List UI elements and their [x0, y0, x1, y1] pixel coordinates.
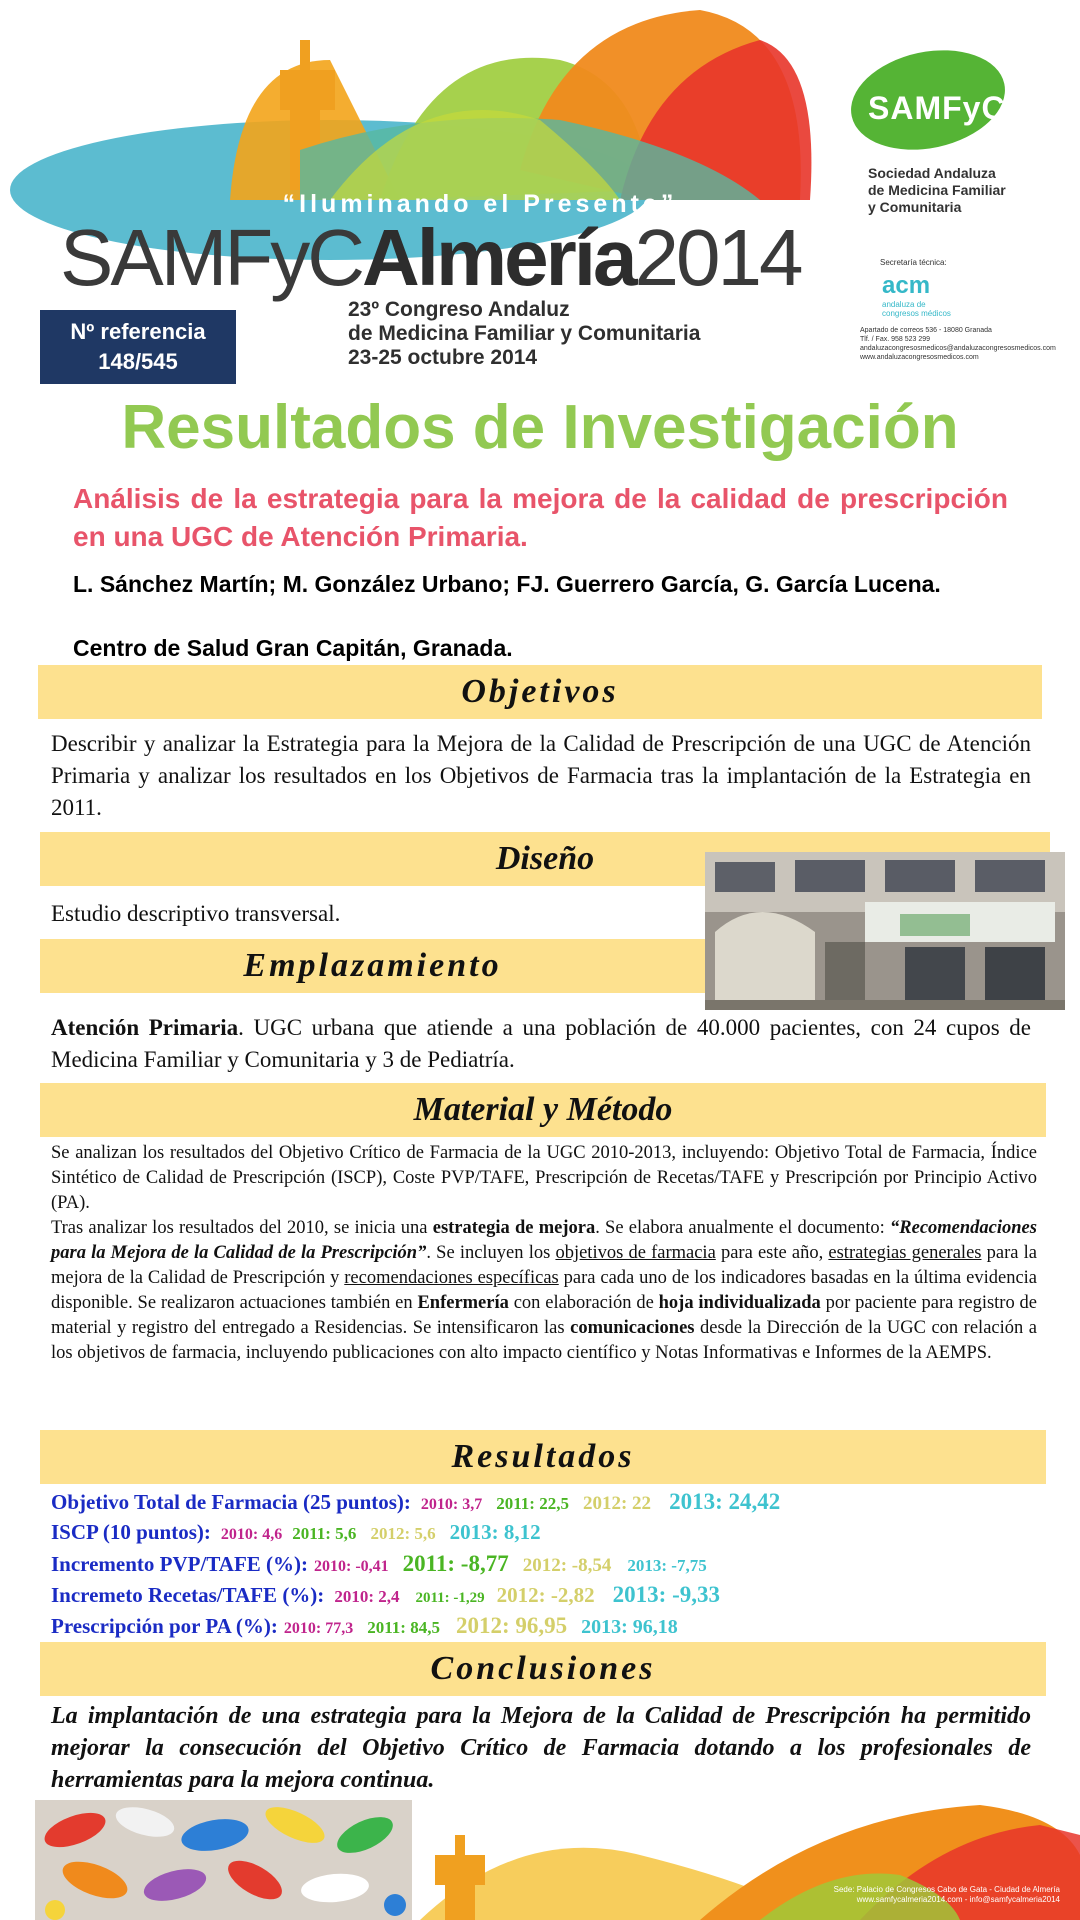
metodo-text-run: para cada uno de los indicadores basadas en la última evidencia disponible. Se realizaron actuaciones también en — [51, 1268, 1038, 1313]
section-heading-emplazamiento: Emplazamiento — [40, 939, 705, 993]
result-value-2013: 2013: 96,18 — [581, 1616, 678, 1638]
result-value-2013: 2013: -9,33 — [612, 1582, 720, 1607]
result-value-2011: 2011: -1,29 — [415, 1590, 485, 1606]
congress-line-2: de Medicina Familiar y Comunitaria — [348, 322, 701, 345]
result-value-2010: 2010: 77,3 — [283, 1620, 354, 1637]
metodo-document-title: “Recomendaciones para la Mejora de la Calidad de la Prescripción” — [51, 1218, 1037, 1263]
reference-box — [40, 310, 236, 384]
secretaria-phone: Tlf. / Fax. 958 523 299 — [860, 336, 931, 343]
result-row — [51, 1517, 1051, 1548]
result-value-2012: 2012: -8,54 — [522, 1555, 612, 1576]
poster-subtitle: Análisis de la estrategia para la mejora de la calidad de prescripción en una UGC de Atención Primaria. — [73, 483, 1008, 552]
footer-web: www.samfycalmeria2014.com - info@samfycalmeria2014 — [856, 1895, 1060, 1904]
section-heading-resultados: Resultados — [40, 1430, 1046, 1484]
result-value-2012: 2012: 96,95 — [455, 1613, 568, 1638]
samfyc-logo: SAMFyC — [868, 90, 1006, 126]
brand-year: 2014 — [634, 213, 801, 302]
acm-logo: acm — [882, 272, 931, 299]
result-value-2013: 2013: 24,42 — [669, 1489, 781, 1514]
samfyc-name-line-2: de Medicina Familiar — [868, 182, 1006, 198]
result-value-2011: 2011: 84,5 — [367, 1618, 440, 1637]
metodo-text — [51, 1141, 1037, 1366]
congress-line-3: 23-25 octubre 2014 — [348, 346, 538, 369]
health-center-photo — [705, 852, 1065, 1010]
pills-photo — [35, 1800, 412, 1920]
result-value-2012: 2012: -2,82 — [496, 1583, 595, 1607]
result-value-2010: 2010: 3,7 — [420, 1496, 483, 1513]
metodo-bold-strategy: estrategia de mejora — [432, 1218, 596, 1238]
result-label: ISCP (10 puntos): — [51, 1520, 211, 1544]
metodo-text-run: . Se elabora anualmente el documento: — [595, 1218, 891, 1238]
section-heading-diseno: Diseño — [40, 832, 1050, 886]
secretaria-web: www.andaluzacongresosmedicos.com — [860, 354, 979, 361]
congress-info — [348, 298, 700, 370]
metodo-underline-recomendaciones: recomendaciones específicas — [344, 1268, 559, 1288]
metodo-paragraph-2 — [51, 1216, 1037, 1366]
result-label: Incremeto Recetas/TAFE (%): — [51, 1583, 325, 1607]
metodo-paragraph-1: Se analizan los resultados del Objetivo Crítico de Farmacia de la UGC 2010-2013, incluyendo: Objetivo Total de Farmacia, Índice Sintético de Calidad de Prescripción (ISCP), Coste PVP/TAFE, Prescripción de Recetas/TAFE y Prescripción por Principio Activo (PA). — [51, 1143, 1037, 1213]
result-row — [51, 1548, 1051, 1579]
result-value-2011: 2011: 5,6 — [292, 1524, 357, 1543]
poster-title: Resultados de Investigación — [121, 393, 959, 462]
footer-venue: Sede: Palacio de Congresos Cabo de Gata - Ciudad de Almería — [833, 1885, 1060, 1894]
metodo-bold-comunicaciones: comunicaciones — [570, 1318, 695, 1338]
metodo-bold-hoja: hoja individualizada — [658, 1293, 821, 1313]
congress-tagline: “Iluminando el Presente” — [282, 190, 678, 218]
secretaria-label: Secretaría técnica: — [880, 258, 947, 267]
result-label: Prescripción por PA (%): — [51, 1614, 278, 1638]
result-value-2010: 2010: -0,41 — [314, 1558, 389, 1575]
secretaria-email: andaluzacongresosmedicos@andaluzacongresosmedicos.com — [860, 345, 1056, 352]
footer-info — [760, 1885, 1060, 1905]
result-row — [51, 1610, 1051, 1641]
section-heading-conclusiones: Conclusiones — [40, 1642, 1046, 1696]
metodo-text-run: con elaboración de — [508, 1293, 659, 1313]
brand-light: SAMFyC — [60, 213, 362, 302]
samfyc-name-line-1: Sociedad Andaluza — [868, 165, 996, 181]
result-row — [51, 1579, 1051, 1610]
emplazamiento-text — [51, 1012, 1031, 1076]
metodo-underline-objetivos: objetivos de farmacia — [555, 1243, 716, 1263]
metodo-underline-estrategias: estrategias generales — [828, 1243, 982, 1263]
result-label: Objetivo Total de Farmacia (25 puntos): — [51, 1490, 411, 1514]
metodo-text-run: para la mejora de la Calidad de Prescripción y — [51, 1243, 1038, 1288]
metodo-text-run: desde la Dirección de la UGC con relación a los objetivos de farmacia, incluyendo publicaciones con alto impacto científico y Notas Informativas e Informes de la AEMPS. — [51, 1318, 1037, 1363]
result-row — [51, 1486, 1051, 1517]
reference-number: 148/545 — [98, 349, 178, 374]
result-value-2012: 2012: 5,6 — [370, 1524, 436, 1543]
result-value-2012: 2012: 22 — [582, 1493, 652, 1514]
brand-bold: Almería — [362, 213, 635, 302]
result-value-2010: 2010: 2,4 — [334, 1587, 400, 1606]
section-heading-metodo: Material y Método — [40, 1083, 1046, 1137]
conclusiones-text: La implantación de una estrategia para la Mejora de la Calidad de Prescripción ha permitido mejorar la consecución del Objetivo Crítico de Farmacia dotando a los profesionales de herramientas para la mejora continua. — [51, 1703, 1031, 1793]
results-list — [51, 1486, 1051, 1641]
section-heading-objetivos: Objetivos — [38, 665, 1042, 719]
metodo-text-run: Tras analizar los resultados del 2010, se inicia una — [51, 1218, 433, 1238]
samfyc-name — [868, 165, 1006, 216]
health-center: Centro de Salud Gran Capitán, Granada. — [73, 635, 513, 661]
congress-brand — [60, 212, 800, 304]
result-value-2013: 2013: -7,75 — [627, 1556, 707, 1575]
emplazamiento-body: . UGC urbana que atiende a una población de 40.000 pacientes, con 24 cupos de Medicina Familiar y Comunitaria y 3 de Pediatría. — [51, 1015, 1031, 1072]
emplazamiento-bold: Atención Primaria — [51, 1015, 239, 1040]
metodo-text-run: para este año, — [715, 1243, 829, 1263]
metodo-text-run: . Se incluyen los — [426, 1243, 556, 1263]
authors: L. Sánchez Martín; M. González Urbano; FJ. Guerrero García, G. García Lucena. — [73, 571, 941, 597]
result-label: Incremento PVP/TAFE (%): — [51, 1552, 309, 1576]
result-value-2011: 2011: -8,77 — [402, 1551, 509, 1576]
reference-label: Nº referencia — [70, 319, 206, 344]
acm-subtitle: andaluza de congresos médicos — [882, 300, 951, 318]
secretaria-address: Apartado de correos 536 - 18080 Granada — [860, 327, 992, 334]
diseno-text: Estudio descriptivo transversal. — [51, 901, 341, 926]
secretaria-details — [860, 326, 1075, 362]
metodo-bold-enfermeria: Enfermería — [417, 1293, 509, 1313]
result-value-2011: 2011: 22,5 — [496, 1494, 569, 1513]
congress-line-1: 23º Congreso Andaluz — [348, 298, 570, 321]
metodo-text-run: por paciente para registro de material y registro del entregado a Residencias. Se intensificaron las — [51, 1293, 1037, 1338]
result-value-2013: 2013: 8,12 — [449, 1520, 541, 1544]
result-value-2010: 2010: 4,6 — [220, 1526, 283, 1543]
objetivos-text: Describir y analizar la Estrategia para la Mejora de la Calidad de Prescripción de una UGC de Atención Primaria y analizar los resultados en los Objetivos de Farmacia tras la implantación de la Estrategia en 2011. — [51, 731, 1031, 820]
samfyc-name-line-3: y Comunitaria — [868, 199, 962, 215]
